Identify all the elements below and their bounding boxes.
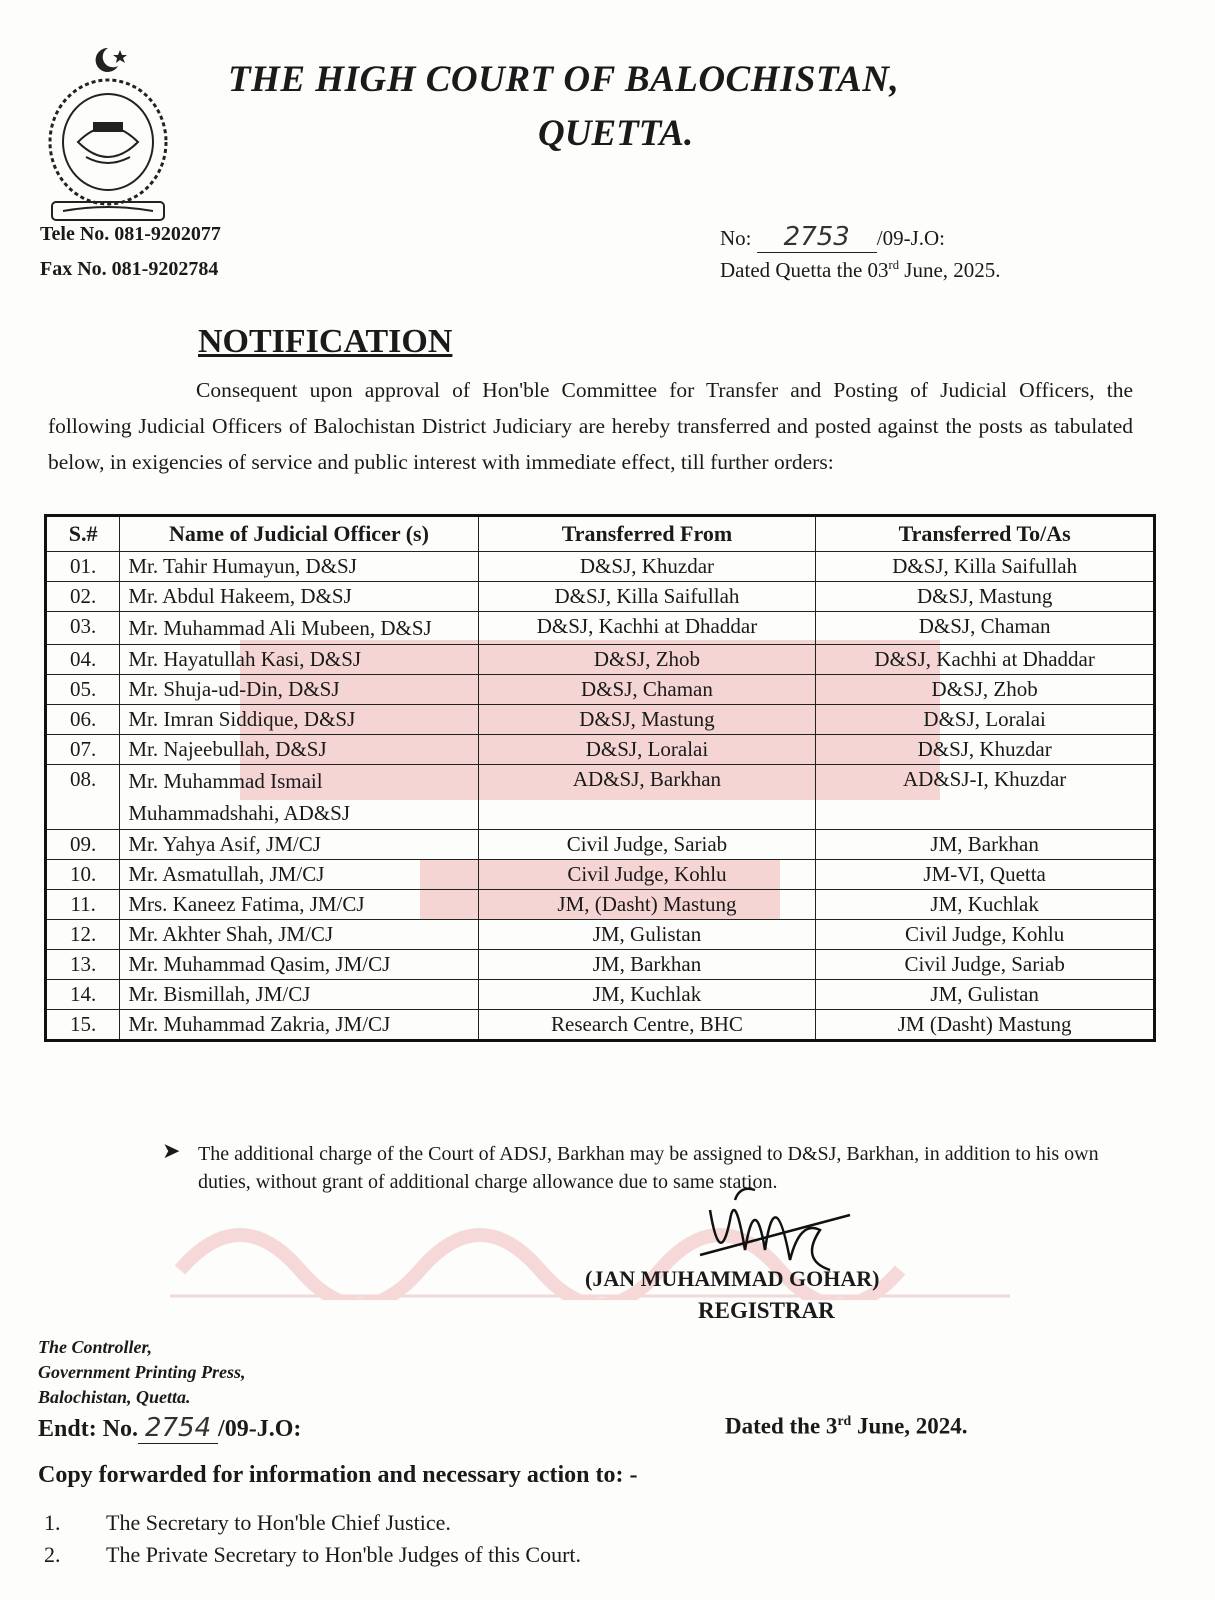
court-city: QUETTA. bbox=[538, 113, 694, 154]
list-item-number: 1. bbox=[44, 1510, 61, 1535]
table-row bbox=[46, 645, 1155, 675]
table-row bbox=[46, 612, 1155, 645]
from-cell: D&SJ, Kachhi at Dhaddar bbox=[478, 612, 816, 645]
name-cell: Mr. Muhammad Ali Mubeen, D&SJ bbox=[120, 612, 478, 645]
serial-cell: 06. bbox=[46, 705, 120, 735]
name-cell: Mr. Imran Siddique, D&SJ bbox=[120, 705, 478, 735]
reference-number bbox=[720, 222, 945, 253]
from-cell: Civil Judge, Sariab bbox=[478, 830, 816, 860]
name-cell: Mr. Asmatullah, JM/CJ bbox=[120, 860, 478, 890]
from-cell: D&SJ, Loralai bbox=[478, 735, 816, 765]
ref-suffix: /09-J.O: bbox=[876, 226, 945, 250]
copy-forwarded-heading: Copy forwarded for information and necessary action to: - bbox=[38, 1462, 638, 1488]
to-cell: JM, Gulistan bbox=[816, 980, 1155, 1010]
endorsement-handwritten-number: 2754 bbox=[138, 1413, 218, 1444]
to-cell: D&SJ, Killa Saifullah bbox=[816, 552, 1155, 582]
serial-cell: 05. bbox=[46, 675, 120, 705]
table-row bbox=[46, 765, 1155, 830]
from-cell: D&SJ, Zhob bbox=[478, 645, 816, 675]
table-row bbox=[46, 582, 1155, 612]
name-cell: Mr. Hayatullah Kasi, D&SJ bbox=[120, 645, 478, 675]
serial-cell: 08. bbox=[46, 765, 120, 830]
to-cell: Civil Judge, Kohlu bbox=[816, 920, 1155, 950]
to-cell: Civil Judge, Sariab bbox=[816, 950, 1155, 980]
from-cell: JM, Gulistan bbox=[478, 920, 816, 950]
notification-body: Consequent upon approval of Hon'ble Committee for Transfer and Posting of Judicial Officers, the following Judicial Officers of Balochistan District Judiciary are hereby transferred and posted against the posts as tabulated below, in exigencies of service and public interest with immediate effect, till further orders: bbox=[48, 378, 1133, 474]
table-row bbox=[46, 830, 1155, 860]
endorsement-number: Endt: No. 2754 /09-J.O: bbox=[38, 1413, 302, 1443]
serial-cell: 14. bbox=[46, 980, 120, 1010]
serial-cell: 15. bbox=[46, 1010, 120, 1041]
from-cell: D&SJ, Killa Saifullah bbox=[478, 582, 816, 612]
to-cell: D&SJ, Loralai bbox=[816, 705, 1155, 735]
serial-cell: 07. bbox=[46, 735, 120, 765]
to-cell: JM-VI, Quetta bbox=[816, 860, 1155, 890]
table-row bbox=[46, 1010, 1155, 1041]
name-cell: Mr. Yahya Asif, JM/CJ bbox=[120, 830, 478, 860]
table-row bbox=[46, 552, 1155, 582]
name-cell: Mr. Muhammad Ismail Muhammadshahi, AD&SJ bbox=[120, 765, 478, 830]
name-cell: Mr. Shuja-ud-Din, D&SJ bbox=[120, 675, 478, 705]
list-item bbox=[44, 1542, 1144, 1572]
balochistan-emblem-icon bbox=[38, 42, 178, 227]
header-serial: S.# bbox=[46, 516, 120, 552]
list-item-text: The Private Secretary to Hon'ble Judges of this Court. bbox=[106, 1542, 582, 1567]
name-cell: Mr. Tahir Humayun, D&SJ bbox=[120, 552, 478, 582]
name-cell: Mr. Najeebullah, D&SJ bbox=[120, 735, 478, 765]
addressee-line-3: Balochistan, Quetta. bbox=[38, 1387, 191, 1407]
serial-cell: 12. bbox=[46, 920, 120, 950]
endorsement-date: Dated the 3rd June, 2024. bbox=[725, 1413, 968, 1439]
notification-date: Dated Quetta the 03rd June, 2025. bbox=[720, 258, 1001, 282]
serial-cell: 09. bbox=[46, 830, 120, 860]
to-cell: D&SJ, Zhob bbox=[816, 675, 1155, 705]
to-cell: JM (Dasht) Mastung bbox=[816, 1010, 1155, 1041]
addressee-line-1: The Controller, bbox=[38, 1337, 153, 1357]
serial-cell: 10. bbox=[46, 860, 120, 890]
name-cell: Mr. Abdul Hakeem, D&SJ bbox=[120, 582, 478, 612]
arrowhead-bullet-icon: ➤ bbox=[162, 1138, 181, 1163]
registrar-name: (JAN MUHAMMAD GOHAR) bbox=[585, 1266, 880, 1291]
to-cell: D&SJ, Kachhi at Dhaddar bbox=[816, 645, 1155, 675]
table-row bbox=[46, 980, 1155, 1010]
table-row bbox=[46, 675, 1155, 705]
list-item bbox=[44, 1510, 1144, 1540]
serial-cell: 11. bbox=[46, 890, 120, 920]
to-cell: D&SJ, Mastung bbox=[816, 582, 1155, 612]
table-row bbox=[46, 950, 1155, 980]
court-title: THE HIGH COURT OF BALOCHISTAN, bbox=[228, 59, 900, 100]
from-cell: JM, Barkhan bbox=[478, 950, 816, 980]
name-cell: Mr. Bismillah, JM/CJ bbox=[120, 980, 478, 1010]
header-from: Transferred From bbox=[478, 516, 816, 552]
serial-cell: 02. bbox=[46, 582, 120, 612]
from-cell: Research Centre, BHC bbox=[478, 1010, 816, 1041]
to-cell: D&SJ, Chaman bbox=[816, 612, 1155, 645]
telephone-number: Tele No. 081-9202077 bbox=[40, 223, 221, 245]
to-cell: D&SJ, Khuzdar bbox=[816, 735, 1155, 765]
table-row bbox=[46, 860, 1155, 890]
name-cell: Mr. Akhter Shah, JM/CJ bbox=[120, 920, 478, 950]
list-item-number: 2. bbox=[44, 1542, 61, 1567]
header-name: Name of Judicial Officer (s) bbox=[120, 516, 478, 552]
registrar-signature bbox=[560, 1180, 880, 1280]
to-cell: AD&SJ-I, Khuzdar bbox=[816, 765, 1155, 830]
serial-cell: 04. bbox=[46, 645, 120, 675]
from-cell: AD&SJ, Barkhan bbox=[478, 765, 816, 830]
from-cell: D&SJ, Khuzdar bbox=[478, 552, 816, 582]
ref-handwritten-number: 2753 bbox=[757, 222, 877, 253]
name-cell: Mrs. Kaneez Fatima, JM/CJ bbox=[120, 890, 478, 920]
addressee-line-2: Government Printing Press, bbox=[38, 1362, 246, 1382]
fax-number: Fax No. 081-9202784 bbox=[40, 258, 219, 280]
from-cell: JM, Kuchlak bbox=[478, 980, 816, 1010]
table-header-row bbox=[46, 516, 1155, 552]
name-cell: Mr. Muhammad Zakria, JM/CJ bbox=[120, 1010, 478, 1041]
notification-heading: NOTIFICATION bbox=[198, 323, 453, 360]
table-row bbox=[46, 705, 1155, 735]
serial-cell: 13. bbox=[46, 950, 120, 980]
table-row bbox=[46, 890, 1155, 920]
registrar-title: REGISTRAR bbox=[698, 1298, 835, 1323]
header-to: Transferred To/As bbox=[816, 516, 1155, 552]
serial-cell: 01. bbox=[46, 552, 120, 582]
from-cell: JM, (Dasht) Mastung bbox=[478, 890, 816, 920]
name-cell: Mr. Muhammad Qasim, JM/CJ bbox=[120, 950, 478, 980]
list-item-text: The Secretary to Hon'ble Chief Justice. bbox=[106, 1510, 451, 1535]
ref-prefix: No: bbox=[720, 226, 752, 250]
table-row bbox=[46, 920, 1155, 950]
transfer-table bbox=[44, 514, 1156, 1042]
from-cell: D&SJ, Mastung bbox=[478, 705, 816, 735]
table-row bbox=[46, 735, 1155, 765]
to-cell: JM, Barkhan bbox=[816, 830, 1155, 860]
serial-cell: 03. bbox=[46, 612, 120, 645]
from-cell: D&SJ, Chaman bbox=[478, 675, 816, 705]
additional-charge-note: The additional charge of the Court of ADSJ, Barkhan may be assigned to D&SJ, Barkhan, in addition to his own duties, without grant of additional charge allowance due to same station. bbox=[198, 1143, 1099, 1193]
from-cell: Civil Judge, Kohlu bbox=[478, 860, 816, 890]
to-cell: JM, Kuchlak bbox=[816, 890, 1155, 920]
